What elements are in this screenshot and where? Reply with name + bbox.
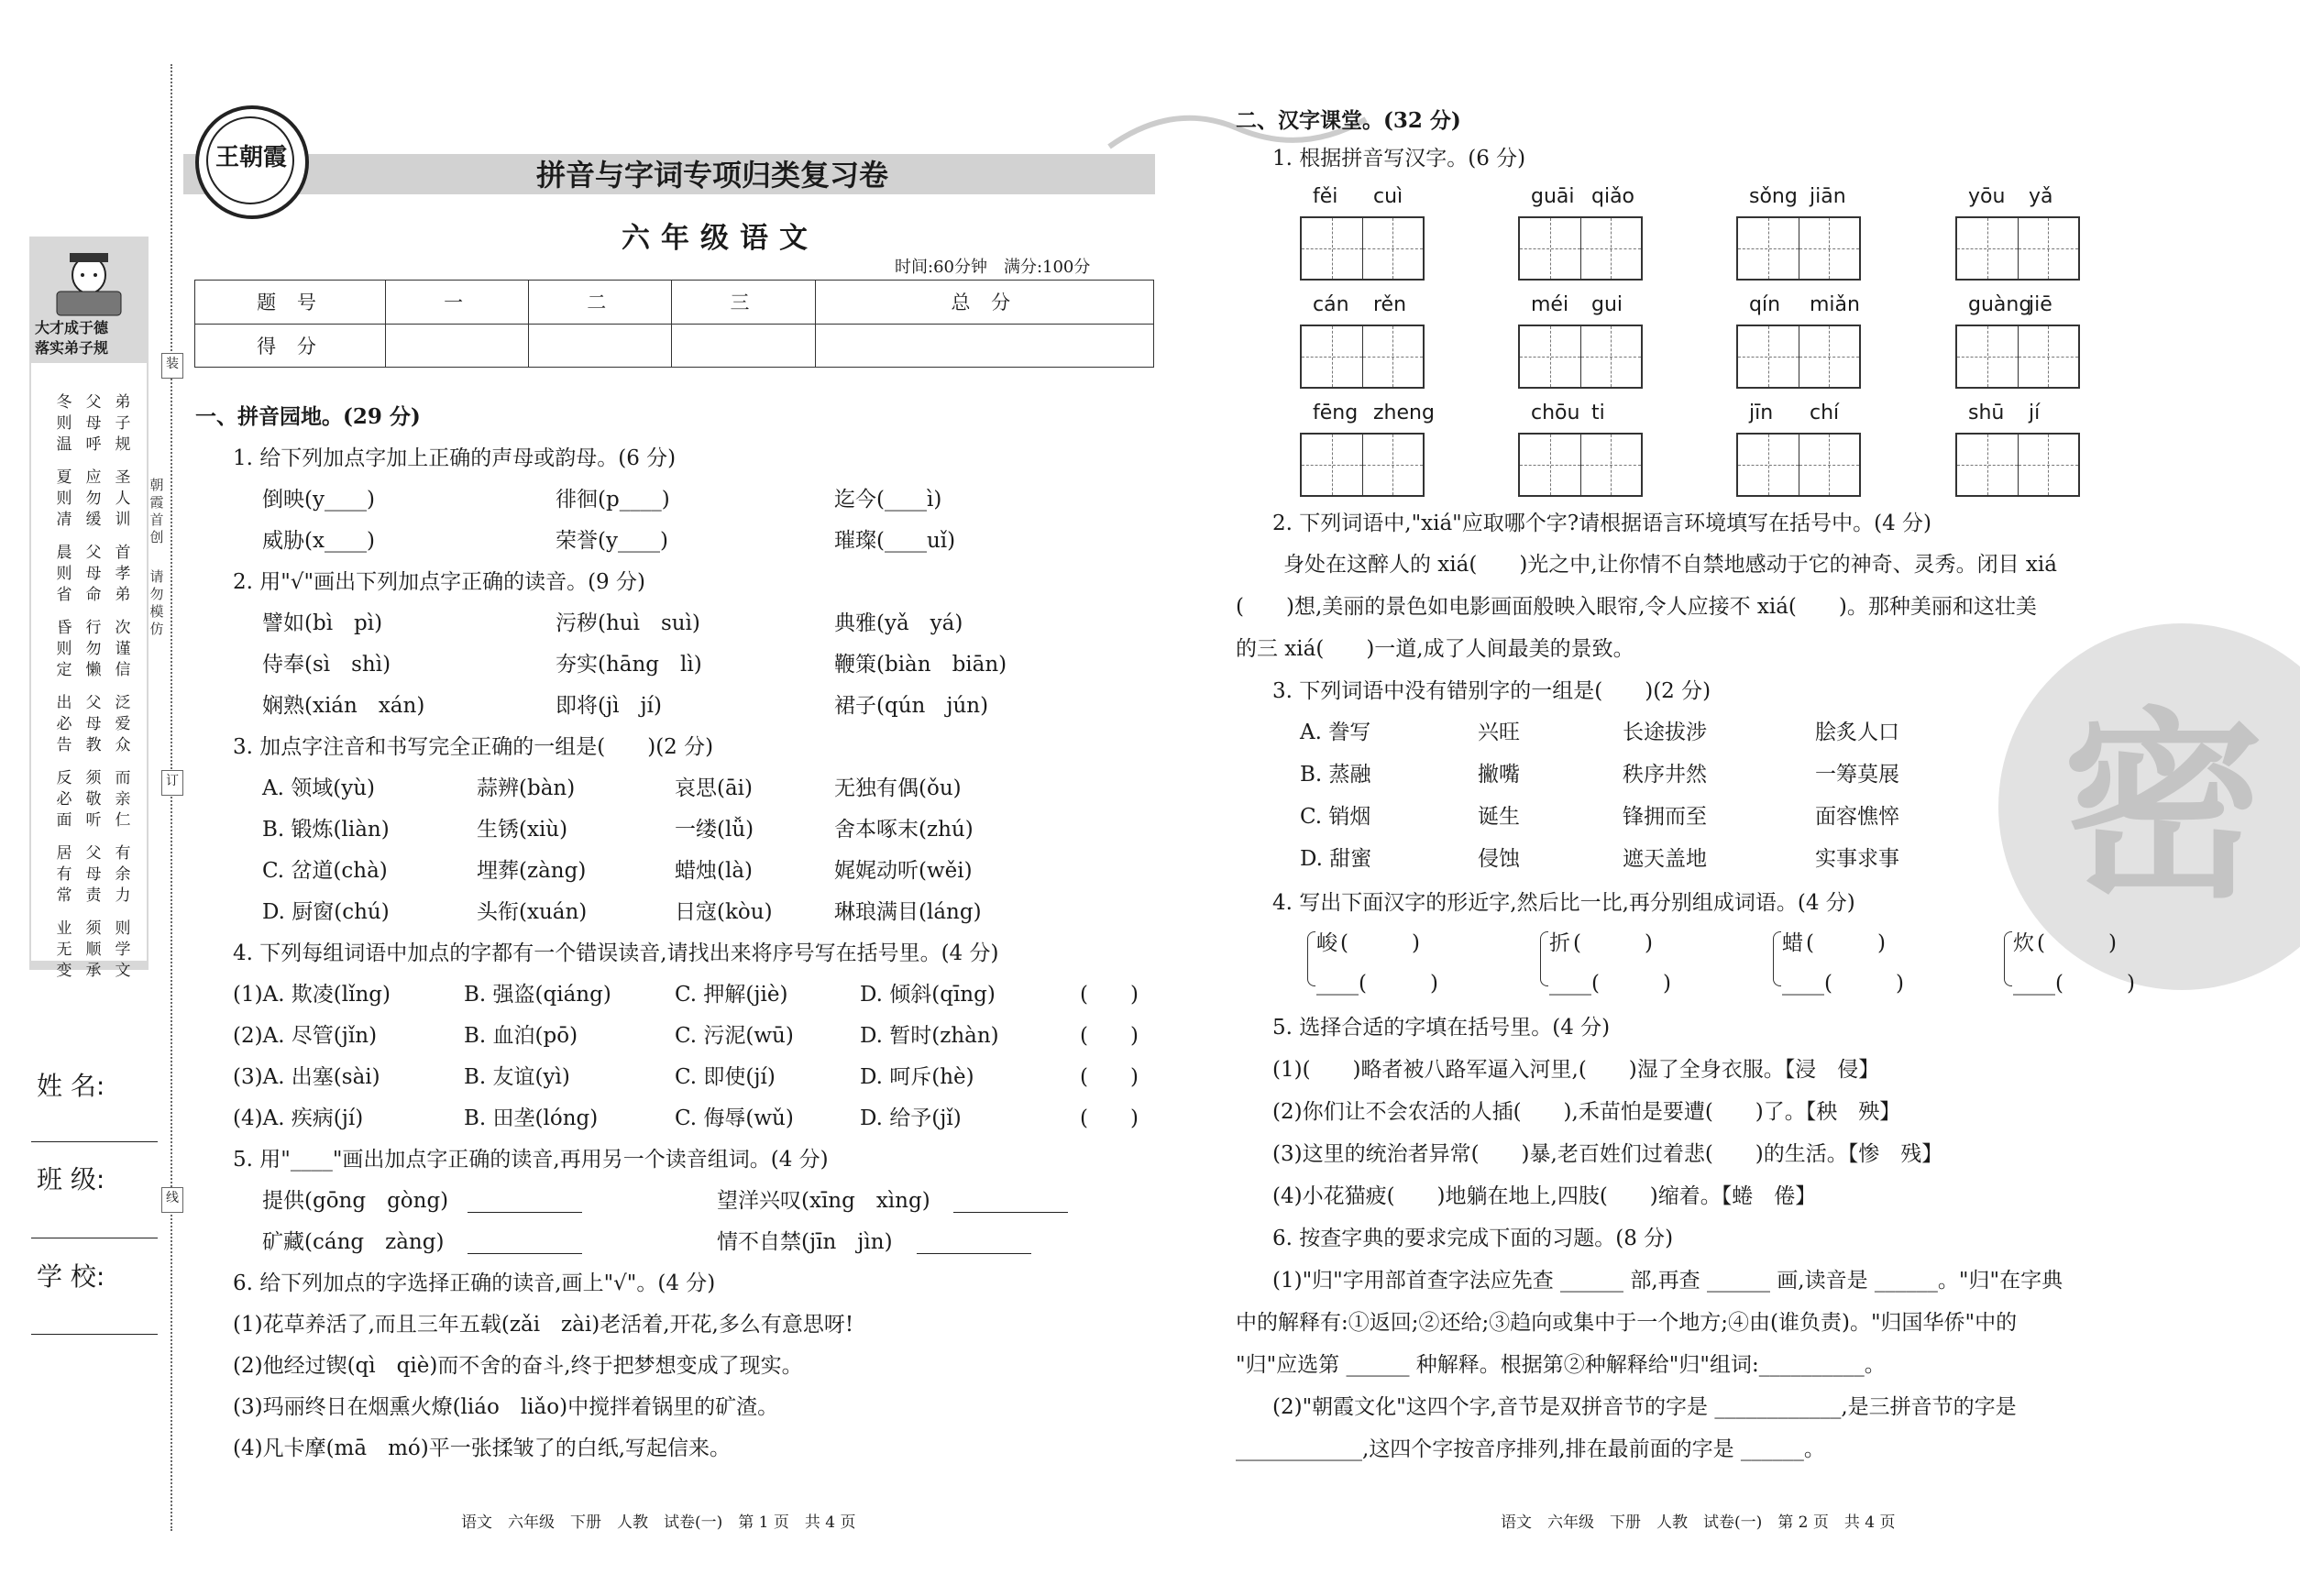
score-table bbox=[194, 280, 1154, 368]
s2-q1-pinyin-3-a: yōu bbox=[1968, 185, 2006, 208]
s2-q4-brace-2 bbox=[1773, 931, 1781, 986]
s2-q4-paren-3-a[interactable]: ( ) bbox=[2037, 931, 2117, 955]
motto-column-13: 须敬听 bbox=[85, 769, 102, 830]
s2-q3-option-3-2: 遮天盖地 bbox=[1623, 847, 1707, 871]
s1-q6-item-3: (3)玛丽终日在烟熏火燎(liáo liǎo)中搅拌着锅里的矿渣。 bbox=[233, 1395, 779, 1419]
s2-q2-title: 2. 下列词语中,"xiá"应取哪个字?请根据语言环境填写在括号中。(4 分) bbox=[1272, 512, 1931, 535]
s2-q4-title: 4. 写出下面汉字的形近字,然后比一比,再分别组成词语。(4 分) bbox=[1272, 891, 1855, 915]
s2-q3-option-1-1: 撇嘴 bbox=[1478, 763, 1520, 787]
grid-cell[interactable] bbox=[1520, 218, 1581, 279]
s2-q5-item-2: (2)你们让不会农活的人插( ),禾苗怕是要遭( )了。【秧 殃】 bbox=[1272, 1100, 1901, 1124]
s2-q1-pinyin-7-a: guàng bbox=[1968, 293, 2032, 316]
s2-q4-blank-3-b[interactable]: ____( ) bbox=[2013, 972, 2135, 996]
grid-cell[interactable] bbox=[1799, 435, 1860, 495]
s2-q2-line-1: 身处在这醉人的 xiá( )光之中,让你情不自禁地感动于它的神奇、灵秀。闭目 xiá bbox=[1283, 553, 2057, 577]
s2-q4-paren-2-a[interactable]: ( ) bbox=[1806, 931, 1886, 955]
s2-q1-pinyin-0-b: cuì bbox=[1373, 185, 1403, 208]
s1-q4-answer-bracket-0[interactable]: ( ) bbox=[1080, 983, 1139, 1007]
grid-cell[interactable] bbox=[1738, 218, 1799, 279]
s2-q1-tian-grid-1[interactable] bbox=[1518, 216, 1643, 281]
s1-q5-item-4: 情不自禁(jīn jìn) bbox=[717, 1230, 893, 1254]
binding-cut-line bbox=[171, 64, 172, 1531]
motto-title-2: 落实弟子规 bbox=[35, 339, 109, 357]
s1-q5-answer-line-1[interactable] bbox=[468, 1212, 582, 1213]
score-row-label: 得 分 bbox=[195, 324, 386, 368]
motto-column-9: 应勿缓 bbox=[85, 468, 102, 529]
s1-q6-title: 6. 给下列加点的字选择正确的读音,画上"√"。(4 分) bbox=[233, 1271, 716, 1295]
s2-q4-char-2: 蜡 bbox=[1782, 931, 1803, 955]
exam-title: 拼音与字词专项归类复习卷 bbox=[536, 158, 889, 193]
s2-q4-blank-1-b[interactable]: ____( ) bbox=[1549, 972, 1671, 996]
s2-q3-option-3-1: 侵蚀 bbox=[1478, 847, 1520, 871]
s2-q4-blank-0-b[interactable]: ____( ) bbox=[1316, 972, 1438, 996]
motto-column-11: 行勿懒 bbox=[85, 619, 102, 679]
motto-column-14: 父母责 bbox=[85, 844, 102, 905]
s1-q1-item-5: 荣誉(y____) bbox=[556, 529, 668, 553]
copyright-note-2: 请勿模仿 bbox=[149, 568, 164, 637]
s1-q4-option-0-0: (1)A. 欺凌(lǐng) bbox=[233, 983, 391, 1007]
s2-q3-option-2-0: C. 销烟 bbox=[1300, 805, 1371, 829]
s1-q3-option-3-3: 琳琅满目(láng) bbox=[834, 900, 982, 924]
s2-q1-pinyin-7-b: jiē bbox=[2029, 293, 2052, 316]
grid-cell[interactable] bbox=[1302, 218, 1363, 279]
s2-q1-title: 1. 根据拼音写汉字。(6 分) bbox=[1272, 147, 1526, 171]
s1-q5-answer-line-4[interactable] bbox=[917, 1253, 1031, 1254]
s2-q6-line-4: (2)"朝霞文化"这四个字,音节是双拼音节的字是 ____________,是三拼音节的字是 bbox=[1272, 1395, 2017, 1419]
time-and-score-info: 时间:60分钟 满分:100分 bbox=[895, 258, 1091, 277]
s2-q1-pinyin-0-a: fěi bbox=[1313, 185, 1338, 208]
motto-column-10: 父母命 bbox=[85, 544, 102, 604]
s1-q4-option-3-3: D. 给予(jǐ) bbox=[860, 1106, 962, 1130]
s2-q1-tian-grid-2[interactable] bbox=[1736, 216, 1861, 281]
s2-q6-line-1: (1)"归"字用部首查字法应先查 ______ 部,再查 ______ 画,读音是 ______。"归"在字典 bbox=[1272, 1269, 2063, 1293]
s1-q4-option-0-2: C. 押解(jiè) bbox=[675, 983, 788, 1007]
s1-q3-option-1-1: 生锈(xiù) bbox=[477, 818, 568, 842]
grid-cell[interactable] bbox=[1581, 435, 1642, 495]
s2-q1-pinyin-3-b: yǎ bbox=[2029, 185, 2053, 208]
section2-title: 二、汉字课堂。(32 分) bbox=[1236, 108, 1461, 133]
section1-title: 一、拼音园地。(29 分) bbox=[195, 404, 421, 429]
s1-q5-item-3: 矿藏(cáng zàng) bbox=[262, 1230, 445, 1254]
s2-q1-pinyin-1-a: guāi bbox=[1531, 185, 1575, 208]
s2-q3-option-2-2: 锋拥而至 bbox=[1623, 805, 1707, 829]
brand-logo-text: 王朝霞 bbox=[215, 144, 288, 171]
s2-q5-title: 5. 选择合适的字填在括号里。(4 分) bbox=[1272, 1016, 1611, 1040]
s2-q4-brace-3 bbox=[2004, 931, 2012, 986]
s2-q3-option-0-1: 兴旺 bbox=[1478, 721, 1520, 744]
s1-q2-item-2: 污秽(huì suì) bbox=[556, 611, 700, 635]
s1-q5-answer-line-2[interactable] bbox=[953, 1212, 1068, 1213]
motto-column-23: 则学文 bbox=[115, 919, 131, 980]
s2-q4-brace-0 bbox=[1307, 931, 1315, 986]
score-cell-1[interactable] bbox=[386, 324, 529, 368]
s2-q1-pinyin-2-a: sǒng bbox=[1749, 185, 1798, 208]
grid-cell[interactable] bbox=[1363, 435, 1424, 495]
grid-cell[interactable] bbox=[1581, 218, 1642, 279]
name-field-line[interactable] bbox=[31, 1141, 158, 1142]
s2-q5-item-1: (1)( )略者被八路军逼入河里,( )湿了全身衣服。【浸 侵】 bbox=[1272, 1058, 1880, 1082]
s1-q4-option-1-2: C. 污泥(wū) bbox=[675, 1024, 794, 1048]
s1-q3-title: 3. 加点字注音和书写完全正确的一组是( )(2 分) bbox=[233, 735, 714, 759]
s1-q3-option-2-2: 蜡烛(là) bbox=[675, 859, 754, 883]
motto-title-1: 大才成于德 bbox=[35, 319, 109, 336]
motto-column-16: 弟子规 bbox=[115, 393, 131, 454]
s1-q3-option-1-0: B. 锻炼(liàn) bbox=[262, 818, 390, 842]
s2-q3-title: 3. 下列词语中没有错别字的一组是( )(2 分) bbox=[1272, 679, 1711, 703]
s2-q2-line-2: ( )想,美丽的景色如电影画面般映入眼帘,令人应接不 xiá( )。那种美丽和这壮美 bbox=[1236, 595, 2037, 619]
s1-q4-option-3-1: B. 田垄(lóng) bbox=[464, 1106, 599, 1130]
motto-column-8: 父母呼 bbox=[85, 393, 102, 454]
s1-q4-option-3-2: C. 侮辱(wǔ) bbox=[675, 1106, 794, 1130]
s1-q3-option-2-3: 娓娓动听(wěi) bbox=[834, 859, 973, 883]
s2-q1-pinyin-11-a: shū bbox=[1968, 402, 2005, 424]
grid-cell[interactable] bbox=[1302, 435, 1363, 495]
s1-q3-option-2-0: C. 岔道(chà) bbox=[262, 859, 388, 883]
scholar-illustration bbox=[29, 240, 149, 323]
s1-q3-option-3-1: 头衔(xuán) bbox=[477, 900, 588, 924]
motto-column-12: 父母教 bbox=[85, 694, 102, 754]
s2-q1-tian-grid-6[interactable] bbox=[1736, 325, 1861, 389]
s1-q4-option-2-1: B. 友谊(yì) bbox=[464, 1065, 570, 1089]
motto-column-18: 首孝弟 bbox=[115, 544, 131, 604]
s1-q3-option-0-1: 蒜辨(bàn) bbox=[477, 776, 576, 800]
s1-q3-option-1-3: 舍本啄末(zhú) bbox=[834, 818, 974, 842]
grid-cell[interactable] bbox=[1520, 326, 1581, 387]
s1-q2-item-4: 侍奉(sì shì) bbox=[262, 653, 391, 677]
s1-q4-option-1-3: D. 暂时(zhàn) bbox=[860, 1024, 999, 1048]
s2-q1-tian-grid-9[interactable] bbox=[1518, 433, 1643, 497]
s1-q4-option-1-0: (2)A. 尽管(jǐn) bbox=[233, 1024, 378, 1048]
grid-cell[interactable] bbox=[1302, 326, 1363, 387]
motto-column-7: 业无变 bbox=[56, 919, 72, 980]
s2-q4-char-3: 炊 bbox=[2013, 931, 2034, 955]
s1-q2-item-7: 娴熟(xián xán) bbox=[262, 694, 425, 718]
s1-q5-answer-line-3[interactable] bbox=[468, 1253, 582, 1254]
score-header-2: 二 bbox=[529, 281, 672, 325]
s1-q3-option-0-3: 无独有偶(ǒu) bbox=[834, 776, 962, 800]
s2-q1-pinyin-9-b: ti bbox=[1591, 402, 1605, 424]
s2-q6-line-2: 中的解释有:①返回;②还给;③趋向或集中于一个地方;④由(谁负责)。"归国华侨"中的 bbox=[1236, 1311, 2018, 1335]
grid-cell[interactable] bbox=[1799, 326, 1860, 387]
footer-right: 语文 六年级 下册 人教 试卷(一) 第 2 页 共 4 页 bbox=[1501, 1513, 1896, 1532]
s1-q1-item-6: 璀璨(____uǐ) bbox=[834, 529, 956, 553]
s2-q1-tian-grid-0[interactable] bbox=[1300, 216, 1425, 281]
name-field-label: 姓 名: bbox=[37, 1071, 105, 1101]
s2-q4-paren-1-a[interactable]: ( ) bbox=[1573, 931, 1653, 955]
s1-q4-option-0-3: D. 倾斜(qīng) bbox=[860, 983, 996, 1007]
motto-column-19: 次谨信 bbox=[115, 619, 131, 679]
s1-q2-item-1: 譬如(bì pì) bbox=[262, 611, 383, 635]
score-header-3: 三 bbox=[672, 281, 815, 325]
motto-column-6: 居有常 bbox=[56, 844, 72, 905]
s2-q1-tian-grid-5[interactable] bbox=[1518, 325, 1643, 389]
cut-mark-2: 订 bbox=[161, 770, 183, 796]
s1-q6-item-2: (2)他经过锲(qì qiè)而不舍的奋斗,终于把梦想变成了现实。 bbox=[233, 1354, 803, 1378]
grid-cell[interactable] bbox=[1581, 326, 1642, 387]
s2-q1-pinyin-8-b: zheng bbox=[1373, 402, 1435, 424]
class-field-label: 班 级: bbox=[37, 1164, 105, 1194]
motto-column-21: 而亲仁 bbox=[115, 769, 131, 830]
grid-cell[interactable] bbox=[1738, 435, 1799, 495]
grid-cell[interactable] bbox=[2019, 218, 2079, 279]
s2-q6-title: 6. 按查字典的要求完成下面的习题。(8 分) bbox=[1272, 1227, 1674, 1250]
grid-cell[interactable] bbox=[1957, 435, 2019, 495]
s2-q3-option-2-1: 诞生 bbox=[1478, 805, 1520, 829]
s2-q1-pinyin-2-b: jiān bbox=[1810, 185, 1846, 208]
motto-column-17: 圣人训 bbox=[115, 468, 131, 529]
score-header-total: 总 分 bbox=[815, 281, 1153, 325]
s2-q1-tian-grid-10[interactable] bbox=[1736, 433, 1861, 497]
score-cell-3[interactable] bbox=[672, 324, 815, 368]
s2-q5-item-3: (3)这里的统治者异常( )暴,老百姓们过着悲( )的生活。【惨 残】 bbox=[1272, 1142, 1943, 1166]
grid-cell[interactable] bbox=[2019, 435, 2079, 495]
s2-q3-option-3-3: 实事求事 bbox=[1815, 847, 1899, 871]
s2-q5-item-4: (4)小花猫疲( )地躺在地上,四肢( )缩着。【蜷 倦】 bbox=[1272, 1184, 1817, 1208]
s1-q2-item-6: 鞭策(biàn biān) bbox=[834, 653, 1007, 677]
brand-logo-seal bbox=[195, 105, 309, 219]
s2-q3-option-1-0: B. 蒸融 bbox=[1300, 763, 1371, 787]
s1-q4-option-2-2: C. 即使(jí) bbox=[675, 1065, 776, 1089]
s2-q1-tian-grid-3[interactable] bbox=[1955, 216, 2080, 281]
s1-q4-option-2-0: (3)A. 出塞(sài) bbox=[233, 1065, 380, 1089]
cut-mark-3: 线 bbox=[161, 1187, 183, 1213]
s1-q5-item-2: 望洋兴叹(xīng xìng) bbox=[717, 1189, 930, 1213]
s1-q5-title: 5. 用"____"画出加点字正确的读音,再用另一个读音组词。(4 分) bbox=[233, 1148, 829, 1172]
s1-q3-option-3-0: D. 厨窗(chú) bbox=[262, 900, 390, 924]
grid-cell[interactable] bbox=[1363, 218, 1424, 279]
s2-q3-option-3-0: D. 甜蜜 bbox=[1300, 847, 1372, 871]
s2-q1-pinyin-11-b: jí bbox=[2029, 402, 2041, 424]
s2-q1-pinyin-4-b: rěn bbox=[1373, 293, 1407, 316]
s2-q1-tian-grid-7[interactable] bbox=[1955, 325, 2080, 389]
watermark-text: 密 bbox=[2063, 688, 2265, 925]
s2-q6-line-3: "归"应选第 ______ 种解释。根据第②种解释给"归"组词:__________。 bbox=[1236, 1353, 1886, 1377]
s2-q4-brace-1 bbox=[1540, 931, 1548, 986]
motto-column-1: 夏则凊 bbox=[56, 468, 72, 529]
s1-q2-item-8: 即将(jì jí) bbox=[556, 694, 662, 718]
motto-column-2: 晨则省 bbox=[56, 544, 72, 604]
s2-q4-char-0: 峻 bbox=[1316, 931, 1337, 955]
s2-q1-pinyin-10-a: jīn bbox=[1749, 402, 1774, 424]
s1-q4-answer-bracket-1[interactable]: ( ) bbox=[1080, 1024, 1139, 1048]
s2-q1-pinyin-6-a: qín bbox=[1749, 293, 1781, 316]
motto-column-22: 有余力 bbox=[115, 844, 131, 905]
score-header-label: 题 号 bbox=[195, 281, 386, 325]
s2-q3-option-0-2: 长途拔涉 bbox=[1623, 721, 1707, 744]
s2-q1-pinyin-5-a: méi bbox=[1531, 293, 1569, 316]
s2-q1-pinyin-10-b: chí bbox=[1810, 402, 1840, 424]
s2-q1-pinyin-6-b: miǎn bbox=[1810, 293, 1860, 316]
s2-q3-option-1-2: 秩序井然 bbox=[1623, 763, 1707, 787]
grid-cell[interactable] bbox=[1738, 326, 1799, 387]
s1-q3-option-1-2: 一缕(lǚ) bbox=[675, 818, 754, 842]
s1-q1-item-1: 倒映(y____) bbox=[262, 488, 375, 512]
s1-q4-option-2-3: D. 呵斥(hè) bbox=[860, 1065, 974, 1089]
s1-q4-option-3-0: (4)A. 疾病(jí) bbox=[233, 1106, 364, 1130]
s2-q1-pinyin-5-b: gui bbox=[1591, 293, 1623, 316]
copyright-note-1: 朝霞首创 bbox=[149, 477, 164, 545]
s1-q2-title: 2. 用"√"画出下列加点字正确的读音。(9 分) bbox=[233, 570, 645, 594]
s2-q1-tian-grid-8[interactable] bbox=[1300, 433, 1425, 497]
score-cell-2[interactable] bbox=[529, 324, 672, 368]
s1-q2-item-5: 夯实(hāng lì) bbox=[556, 653, 702, 677]
grid-cell[interactable] bbox=[2019, 326, 2079, 387]
s1-q4-option-0-1: B. 强盗(qiáng) bbox=[464, 983, 611, 1007]
s2-q4-paren-0-a[interactable]: ( ) bbox=[1340, 931, 1420, 955]
motto-column-15: 须顺承 bbox=[85, 919, 102, 980]
motto-column-4: 出必告 bbox=[56, 694, 72, 754]
exam-subtitle: 六年级语文 bbox=[622, 222, 819, 255]
s2-q1-pinyin-1-b: qiǎo bbox=[1591, 185, 1635, 208]
s1-q4-answer-bracket-2[interactable]: ( ) bbox=[1080, 1065, 1139, 1089]
s1-q3-option-0-0: A. 领域(yù) bbox=[262, 776, 375, 800]
s1-q4-answer-bracket-3[interactable]: ( ) bbox=[1080, 1106, 1139, 1130]
s1-q2-item-3: 典雅(yǎ yá) bbox=[834, 611, 963, 635]
score-cell-total[interactable] bbox=[815, 324, 1153, 368]
s2-q3-option-0-0: A. 誊写 bbox=[1300, 721, 1371, 744]
grid-cell[interactable] bbox=[1957, 326, 2019, 387]
s2-q1-tian-grid-11[interactable] bbox=[1955, 433, 2080, 497]
s2-q3-option-0-3: 脍炙人口 bbox=[1815, 721, 1899, 744]
s1-q3-option-3-2: 日寇(kòu) bbox=[675, 900, 773, 924]
motto-column-0: 冬则温 bbox=[56, 393, 72, 454]
s2-q1-pinyin-4-a: cán bbox=[1313, 293, 1349, 316]
score-header-1: 一 bbox=[386, 281, 529, 325]
s2-q1-pinyin-9-a: chōu bbox=[1531, 402, 1580, 424]
s1-q4-title: 4. 下列每组词语中加点的字都有一个错误读音,请找出来将序号写在括号里。(4 分) bbox=[233, 941, 999, 965]
s1-q5-item-1: 提供(gōng gòng) bbox=[262, 1189, 449, 1213]
s1-q6-item-4: (4)凡卡摩(mā mó)平一张揉皱了的白纸,写起信来。 bbox=[233, 1436, 732, 1460]
school-field-label: 学 校: bbox=[37, 1261, 105, 1292]
motto-column-5: 反必面 bbox=[56, 769, 72, 830]
s2-q2-line-3: 的三 xiá( )一道,成了人间最美的景致。 bbox=[1236, 637, 1634, 661]
s2-q3-option-2-3: 面容憔悴 bbox=[1815, 805, 1899, 829]
grid-cell[interactable] bbox=[1363, 326, 1424, 387]
grid-cell[interactable] bbox=[1799, 218, 1860, 279]
s2-q6-line-5: ____________,这四个字按音序排列,排在最前面的字是 ______。 bbox=[1236, 1437, 1825, 1461]
s1-q1-item-4: 威胁(x____) bbox=[262, 529, 375, 553]
s1-q3-option-0-2: 哀思(āi) bbox=[675, 776, 754, 800]
s2-q4-blank-2-b[interactable]: ____( ) bbox=[1782, 972, 1904, 996]
motto-sidebar bbox=[29, 237, 149, 980]
s1-q4-option-1-1: B. 血泊(pō) bbox=[464, 1024, 578, 1048]
s1-q1-item-2: 徘徊(p____) bbox=[556, 488, 670, 512]
s1-q3-option-2-1: 埋葬(zàng) bbox=[477, 859, 587, 883]
grid-cell[interactable] bbox=[1520, 435, 1581, 495]
s1-q2-item-9: 裙子(qún jún) bbox=[834, 694, 989, 718]
s2-q1-tian-grid-4[interactable] bbox=[1300, 325, 1425, 389]
s2-q3-option-1-3: 一筹莫展 bbox=[1815, 763, 1899, 787]
school-field-line[interactable] bbox=[31, 1334, 158, 1335]
s1-q6-item-1: (1)花草养活了,而且三年五载(zǎi zài)老活着,开花,多么有意思呀! bbox=[233, 1313, 854, 1337]
cut-mark-1: 装 bbox=[161, 353, 183, 379]
s2-q4-char-1: 折 bbox=[1549, 931, 1570, 955]
s2-q1-pinyin-8-a: fēng bbox=[1313, 402, 1359, 424]
motto-column-20: 泛爱众 bbox=[115, 694, 131, 754]
s1-q1-item-3: 迄今(____ì) bbox=[834, 488, 942, 512]
footer-left: 语文 六年级 下册 人教 试卷(一) 第 1 页 共 4 页 bbox=[461, 1513, 856, 1532]
grid-cell[interactable] bbox=[1957, 218, 2019, 279]
motto-column-3: 昏则定 bbox=[56, 619, 72, 679]
s1-q1-title: 1. 给下列加点字加上正确的声母或韵母。(6 分) bbox=[233, 446, 677, 470]
